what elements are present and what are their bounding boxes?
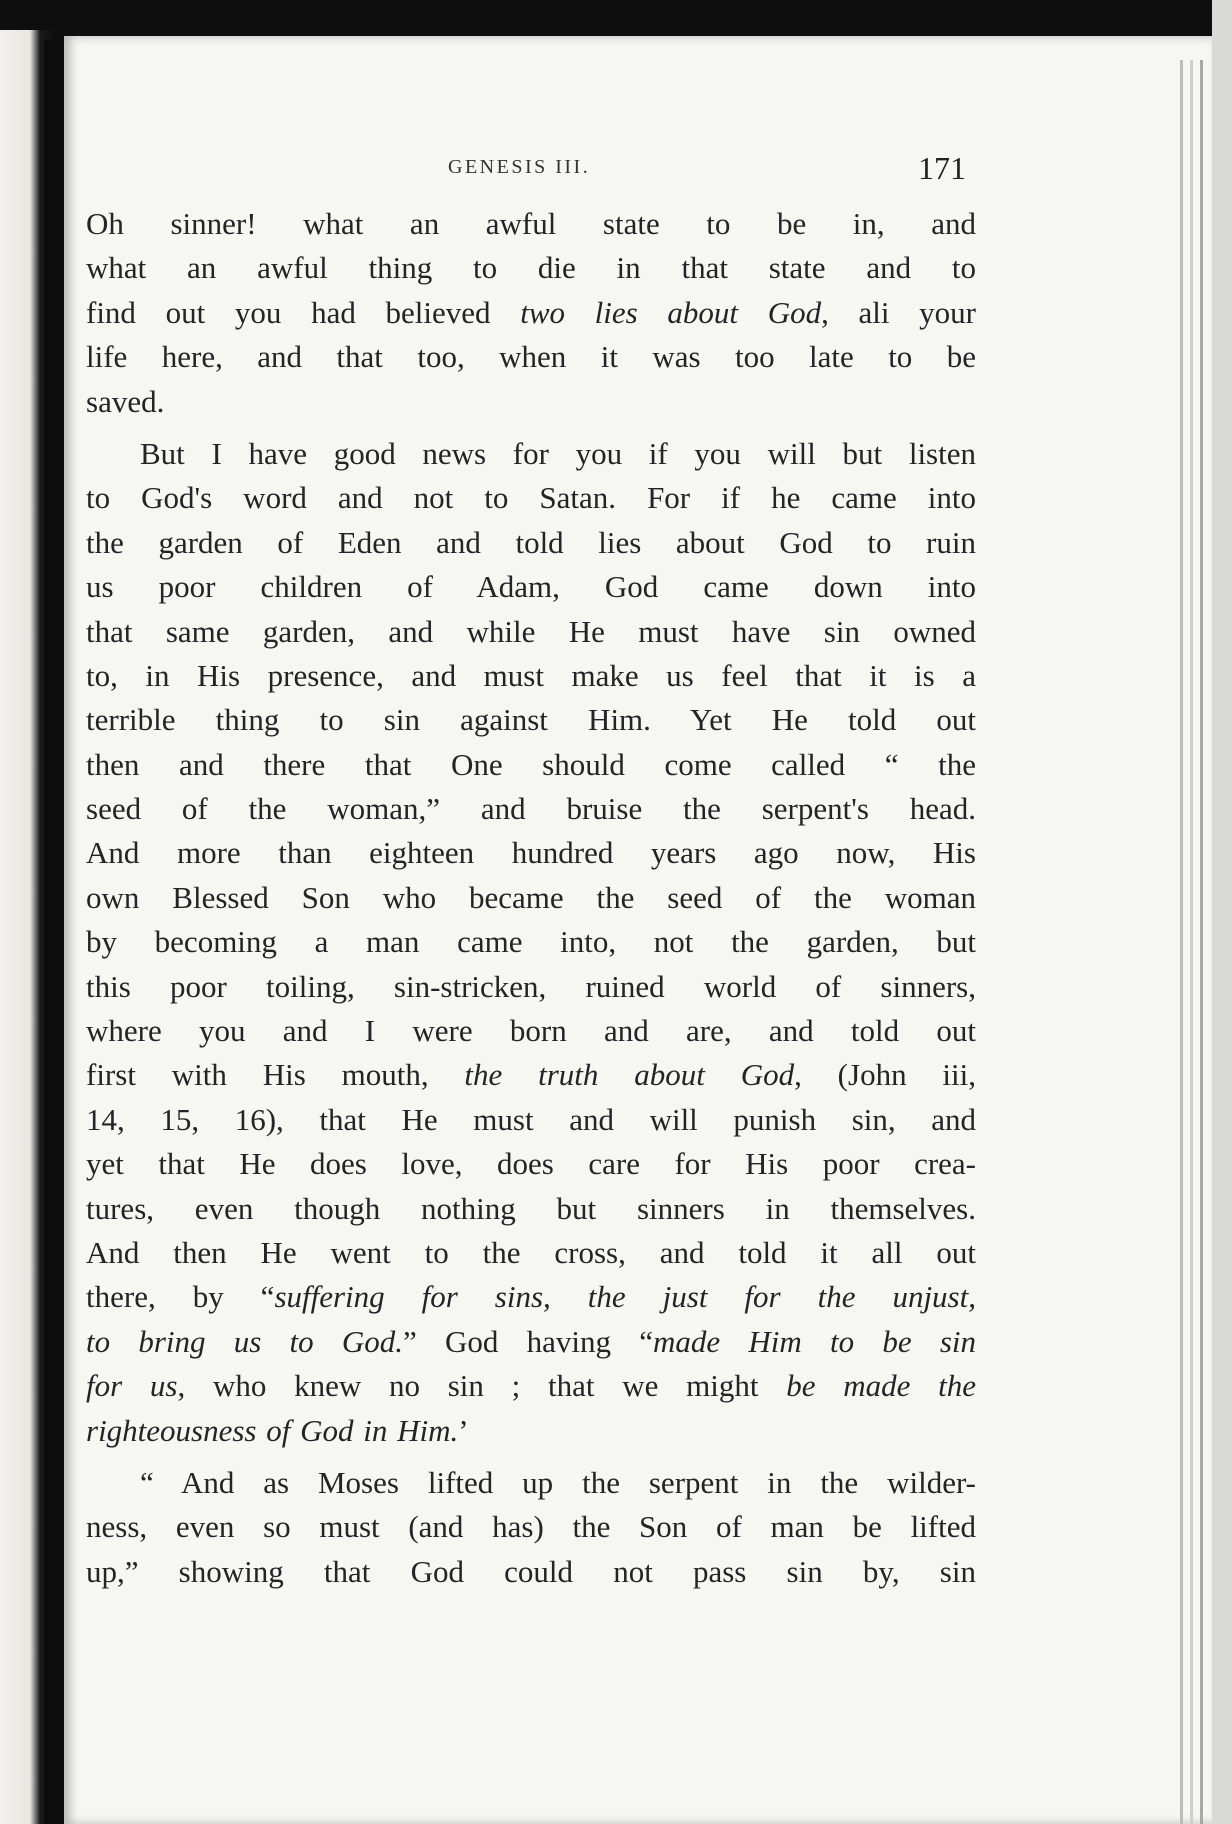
italic-phrase: made Him to be sin <box>653 1323 976 1359</box>
text-line: And more than eighteen hundred years ago now, His <box>86 835 976 871</box>
text-line: “ And as Moses lifted up the serpent in the wilder- <box>140 1464 976 1500</box>
text-line: where you and I were born and are, and told out <box>86 1013 976 1049</box>
scan-background-top <box>0 0 1232 40</box>
italic-phrase: the truth about God <box>464 1057 795 1093</box>
text-line: find out you had believed two lies about God, ali your <box>86 294 976 330</box>
body-text <box>86 202 976 1594</box>
italic-phrase: be made the <box>786 1368 976 1404</box>
text-line: Oh sinner! what an awful state to be in, and <box>86 206 976 241</box>
page-number: 171 <box>918 150 966 186</box>
text-line: up,” showing that God could not pass sin by, sin <box>86 1553 976 1589</box>
text-line: But I have good news for you if you will but listen <box>140 435 976 471</box>
text-line: And then He went to the cross, and told it all out <box>86 1234 976 1270</box>
text-line: 14, 15, 16), that He must and will punish sin, and <box>86 1101 976 1137</box>
text-line: what an awful thing to die in that state and to <box>86 250 976 286</box>
italic-phrase: two lies about God <box>520 294 822 330</box>
text-line: seed of the woman,” and bruise the serpent's head. <box>86 791 976 827</box>
text-line: own Blessed Son who became the seed of the woman <box>86 879 976 915</box>
page-header <box>0 150 1232 190</box>
text-line: us poor children of Adam, God came down into <box>86 569 976 605</box>
italic-phrase: suffering for sins, the just for the unjust, <box>274 1279 976 1315</box>
text-line: life here, and that too, when it was too late to be <box>86 339 976 375</box>
text-line: then and there that One should come called “ the <box>86 746 976 782</box>
text-line: to God's word and not to Satan. For if he came into <box>86 480 976 516</box>
italic-phrase: to bring us to God. <box>86 1323 404 1359</box>
text-line: terrible thing to sin against Him. Yet He told out <box>86 702 976 738</box>
text-line: there, by “suffering for sins, the just for the unjust, <box>86 1279 976 1315</box>
italic-phrase: for us <box>86 1368 178 1404</box>
text-line: this poor toiling, sin-stricken, ruined world of sinners, <box>86 968 976 1004</box>
text-line: saved. <box>86 383 165 419</box>
page-edge-line <box>1190 60 1193 1824</box>
text-line: yet that He does love, does care for His poor crea- <box>86 1146 976 1182</box>
text-line: first with His mouth, the truth about God, (John iii, <box>86 1057 976 1093</box>
italic-phrase: righteousness of God in Him. <box>86 1412 459 1448</box>
text-line: the garden of Eden and told lies about God to ruin <box>86 524 976 560</box>
text-line: to bring us to God.” God having “made Him to be sin <box>86 1323 976 1359</box>
text-line: righteousness of God in Him.’ <box>86 1412 469 1448</box>
page-edge-line <box>1180 60 1183 1824</box>
text-line: by becoming a man came into, not the garden, but <box>86 924 976 960</box>
text-line: tures, even though nothing but sinners in themselves. <box>86 1190 976 1226</box>
running-head: GENESIS III. <box>448 156 591 178</box>
text-line: that same garden, and while He must have sin owned <box>86 613 976 649</box>
text-line: ness, even so must (and has) the Son of man be lifted <box>86 1509 976 1545</box>
text-line: to, in His presence, and must make us feel that it is a <box>86 657 976 693</box>
scan-background-right <box>1212 0 1232 1824</box>
text-line: for us, who knew no sin ; that we might be made the <box>86 1368 976 1404</box>
page-edge-line <box>1200 60 1203 1824</box>
